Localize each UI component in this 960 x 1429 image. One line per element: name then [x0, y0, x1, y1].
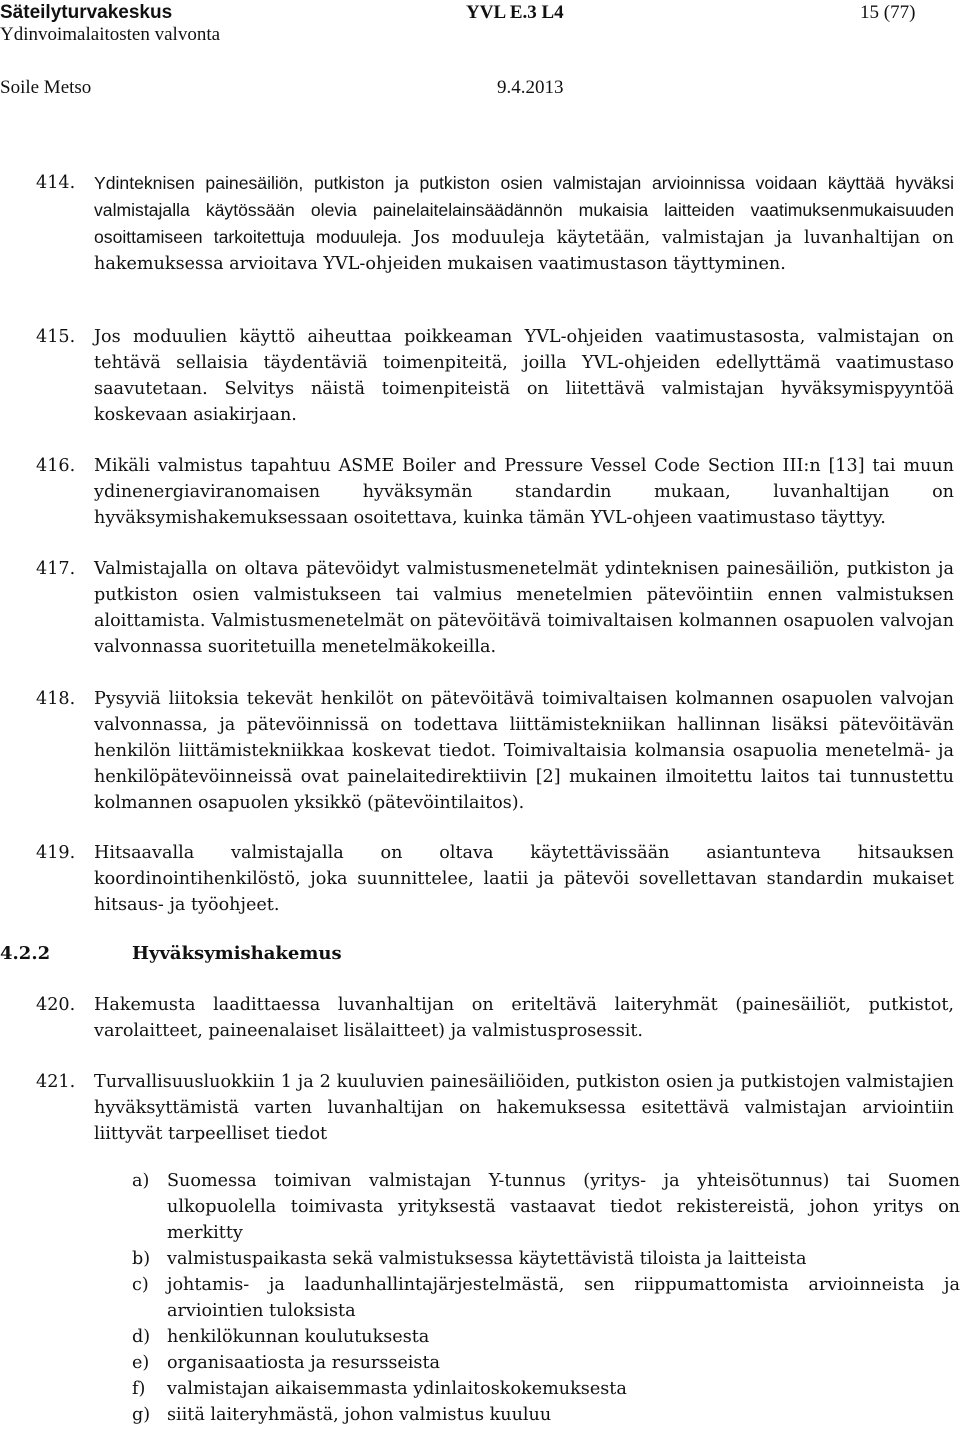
paragraph-text: [94, 453, 954, 531]
paragraph-text-part: Jos moduuleja käytetään, valmistajan ja luvanhaltijan on hakemuksessa arvioitava YVL-ohjeiden mukaisen vaatimustason täyttyminen.: [94, 228, 954, 274]
section-number: 4.2.2: [0, 943, 51, 964]
page-number: 15 (77): [860, 2, 916, 23]
paragraph-text: Turvallisuusluokkiin 1 ja 2 kuuluvien painesäiliöiden, putkiston osien ja putkistojen valmistajien hyväksyttämistä varten luvanhaltijan on hakemuksessa esitettävä valmistajan arviointiin liittyvät tarpeelliset tiedot: [94, 1072, 954, 1144]
paragraph-text: [94, 840, 954, 918]
paragraph-text-part: Valmistusmenetelmät on pätevöitävä toimivaltaisen kolmannen osapuolen valvojan valvonnassa suoritetuilla menetelmäkokeilla.: [94, 611, 954, 657]
paragraph-number: 419.: [36, 843, 76, 863]
list-item-label: f): [132, 1379, 146, 1399]
document-date: 9.4.2013: [497, 77, 564, 98]
list-item-text: valmistuspaikasta sekä valmistuksessa käytettävistä tiloista ja laitteista: [167, 1249, 807, 1269]
paragraph-text-part: Ydinteknisen painesäiliön, putkiston ja putkiston osien valmistajan arvioinnissa voidaan käyttää hyväksi valmistajalla käytössään olevia painelaitelainsäädännön mukaisia laitteiden vaatimuksenmukaisuuden osoittamiseen tarkoitettuja moduuleja.: [94, 173, 954, 247]
paragraph-text-part: Valmistajalla on oltava pätevöidyt valmistusmenetelmät ydinteknisen painesäiliön, putkiston ja putkiston osien valmistukseen tai valmius menetelmien pätevöintiin ennen valmistuksen aloittamista.: [94, 559, 954, 631]
paragraph-text-part: Hitsaavalla valmistajalla on oltava käytettävissään asiantunteva hitsauksen koordinointihenkilöstö, joka suunnittelee, laatii ja pätevöi sovellettavan standardin mukaiset hitsaus- ja työohjeet.: [94, 843, 954, 915]
paragraph-text: [94, 686, 954, 816]
paragraph-420: [36, 992, 960, 1044]
list-item: [94, 1350, 960, 1376]
paragraph-text: [94, 170, 954, 277]
paragraph-415: [36, 324, 960, 428]
list-item: [94, 1376, 960, 1402]
paragraph-text: [94, 324, 954, 428]
paragraph-418: [36, 686, 960, 816]
list-item-label: a): [132, 1171, 150, 1191]
list-item-label: e): [132, 1353, 150, 1373]
paragraph-number: 420.: [36, 995, 76, 1015]
list-item-text: henkilökunnan koulutuksesta: [167, 1327, 430, 1347]
list-item: [94, 1168, 960, 1246]
header-author-row: [0, 75, 960, 101]
list-item-text: siitä laiteryhmästä, johon valmistus kuuluu: [167, 1405, 552, 1425]
paragraph-number: 417.: [36, 559, 76, 579]
paragraph-number: 416.: [36, 456, 76, 476]
paragraph-417: [36, 556, 960, 660]
paragraph-416: [36, 453, 960, 531]
list-item-label: c): [132, 1275, 149, 1295]
list-item: [94, 1272, 960, 1324]
paragraph-number: 418.: [36, 689, 76, 709]
list-item-label: d): [132, 1327, 151, 1347]
paragraph-419: [36, 840, 960, 918]
paragraph-text-part: Selvitys näistä toimenpiteistä on liitettävä valmistajan hyväksymispyyntöä koskevaan asiakirjaan.: [94, 379, 954, 425]
paragraph-text: Hakemusta laadittaessa luvanhaltijan on eriteltävä laiteryhmät (painesäiliöt, putkistot, varolaitteet, paineenalaiset lisälaitteet) ja valmistusprosessit.: [94, 995, 954, 1041]
guide-id: YVL E.3 L4: [466, 2, 564, 23]
paragraph-text-part: Jos moduulien käyttö aiheuttaa poikkeaman YVL-ohjeiden vaatimustasosta, valmistajan on tehtävä sellaisia täydentäviä toimenpiteitä, joilla YVL-ohjeiden edellyttämä vaatimustaso saavutetaan.: [94, 327, 954, 399]
list-item: [94, 1246, 960, 1272]
list-item-label: b): [132, 1249, 151, 1269]
paragraph-text: [94, 556, 954, 660]
list-item-text: organisaatiosta ja resursseista: [167, 1353, 441, 1373]
list-item-text: Suomessa toimivan valmistajan Y-tunnus (yritys- ja yhteisötunnus) tai Suomen ulkopuolella toimivasta yrityksestä vastaavat tiedot rekistereistä, johon yritys on merkitty: [167, 1171, 960, 1243]
header-department-row: [0, 22, 960, 48]
paragraph-414: [36, 170, 960, 277]
paragraph-421: [36, 1069, 960, 1147]
list-item-label: g): [132, 1405, 151, 1425]
section-title: Hyväksymishakemus: [132, 943, 342, 964]
paragraph-number: 415.: [36, 327, 76, 347]
paragraph-text-part: Toimivaltaisia kolmansia osapuolia menetelmä- ja henkilöpätevöinneissä ovat painelaitedirektiivin [2] mukainen ilmoitettu laitos tai tunnustettu kolmannen osapuolen yksikkö (pätevöintilaitos).: [94, 741, 954, 813]
author-name: Soile Metso: [0, 77, 92, 98]
list-item-text: valmistajan aikaisemmasta ydinlaitoskokemuksesta: [167, 1379, 627, 1399]
requirements-list: [94, 1168, 960, 1428]
list-item-text: johtamis- ja laadunhallintajärjestelmästä, sen riippumattomista arvioinneista ja arviointien tuloksista: [167, 1275, 960, 1321]
paragraph-text-part: Pysyviä liitoksia tekevät henkilöt on pätevöitävä toimivaltaisen kolmannen osapuolen valvojan valvonnassa, ja pätevöinnissä on todettava liittämistekniikan hallinnan lisäksi pätevöitävän henkilön liittämistekniikkaa koskevat tiedot.: [94, 689, 954, 761]
paragraph-text-part: Mikäli valmistus tapahtuu ASME Boiler and Pressure Vessel Code Section III:n [13] tai muun ydinenergiaviranomaisen hyväksymän standardin mukaan, luvanhaltijan on hyväksymishakemuksessaan osoitettava, kuinka tämän YVL-ohjeen vaatimustaso täyttyy.: [94, 456, 954, 528]
list-item: [94, 1402, 960, 1428]
paragraph-number: 421.: [36, 1072, 76, 1092]
list-item: [94, 1324, 960, 1350]
organization-name: Säteilyturvakeskus: [0, 2, 173, 23]
department-name: Ydinvoimalaitosten valvonta: [0, 24, 221, 45]
paragraph-number: 414.: [36, 173, 76, 193]
